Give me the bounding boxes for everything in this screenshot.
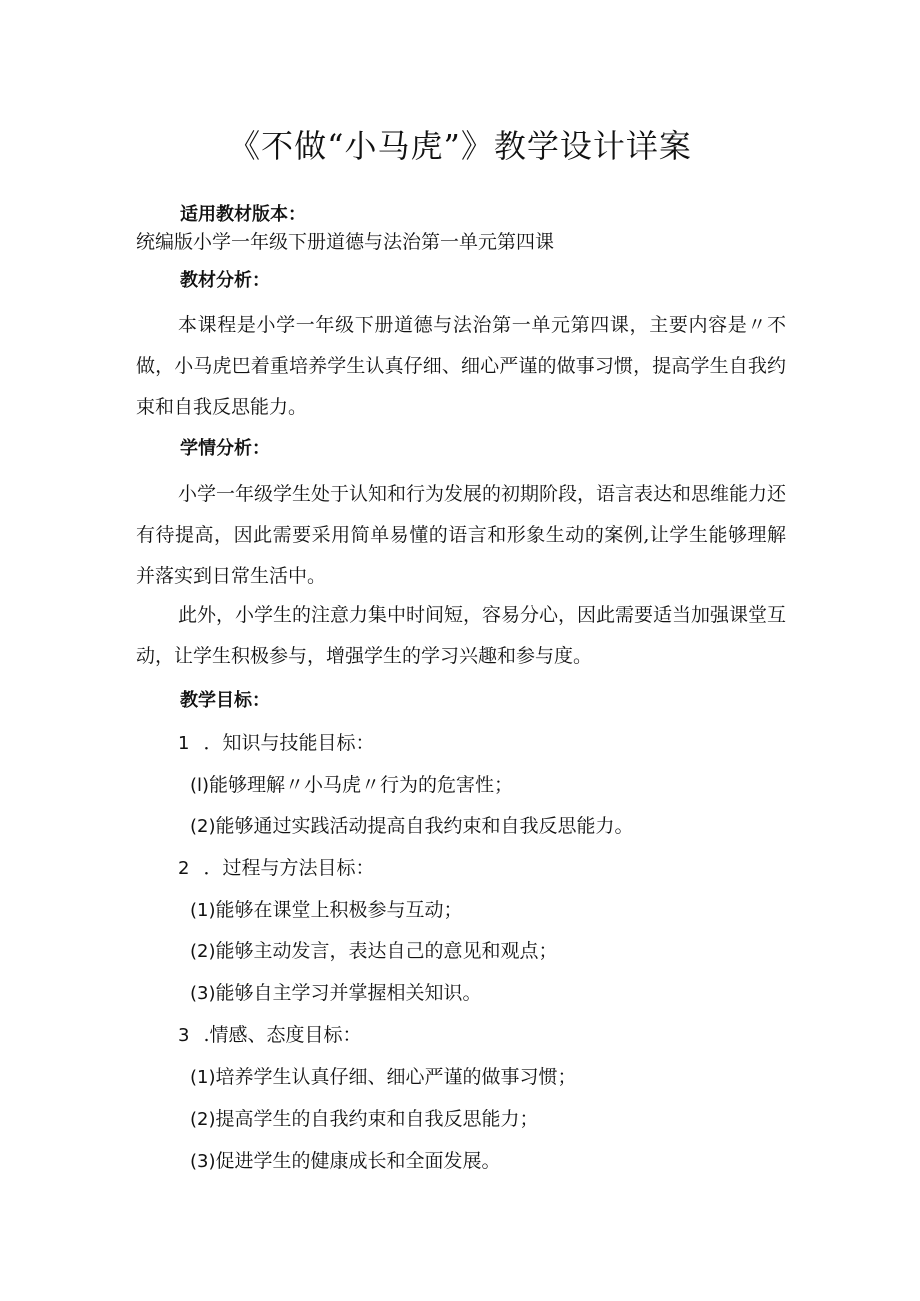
goal-1-heading — [178, 730, 375, 757]
analysis-heading: 教材分析： — [180, 270, 270, 291]
goal-1-item-1: (l)能够理解〃小马虎〃行为的危害性； — [190, 774, 514, 796]
goal-3-item-2: (2)提高学生的自我约束和自我反思能力； — [190, 1108, 539, 1130]
goal-3-number: 3 — [178, 1025, 190, 1046]
goal-3-label: .情感、态度目标： — [203, 1024, 362, 1046]
goal-1-number: 1 — [178, 733, 190, 754]
goal-3-item-1: (1)培养学生认真仔细、细心严谨的做事习惯； — [190, 1066, 577, 1088]
goal-2-heading — [178, 855, 375, 882]
student-paragraph-1: 小学一年级学生处于认知和行为发展的初期阶段，语言表达和思维能力还有待提高，因此需要采用简单易懂的语言和形象生动的案例,让学生能够理解并落实到日常生活中。 — [136, 483, 787, 587]
edition-heading: 适用教材版本： — [180, 204, 306, 225]
student-paragraph-2: 此外，小学生的注意力集中时间短，容易分心，因此需要适当加强课堂互动，让学生积极参与，增强学生的学习兴趣和参与度。 — [136, 604, 787, 667]
student-heading: 学情分析： — [180, 438, 270, 459]
goal-2-item-2: (2)能够主动发言，表达自己的意见和观点； — [190, 940, 558, 962]
goal-2-item-3: (3)能够自主学习并掌握相关知识。 — [190, 982, 482, 1004]
goals-heading: 教学目标： — [180, 690, 270, 711]
goal-3-heading — [178, 1022, 362, 1049]
goal-3-item-3: (3)促进学生的健康成长和全面发展。 — [190, 1150, 501, 1172]
goal-2-label: ．过程与方法目标： — [203, 857, 375, 879]
goal-2-number: 2 — [178, 858, 190, 879]
analysis-paragraph: 本课程是小学一年级下册道德与法治第一单元第四课，主要内容是〃不做，小马虎巴着重培养学生认真仔细、细心严谨的做事习惯，提高学生自我约束和自我反思能力。 — [136, 314, 786, 418]
goal-1-label: ．知识与技能目标： — [203, 732, 375, 754]
document-title: 《不做“小马虎”》教学设计详案 — [228, 127, 692, 165]
goal-1-item-2: (2)能够通过实践活动提高自我约束和自我反思能力。 — [190, 815, 634, 837]
edition-text: 统编版小学一年级下册道德与法治第一单元第四课 — [136, 231, 555, 253]
goal-2-item-1: (1)能够在课堂上积极参与互动； — [190, 899, 463, 921]
